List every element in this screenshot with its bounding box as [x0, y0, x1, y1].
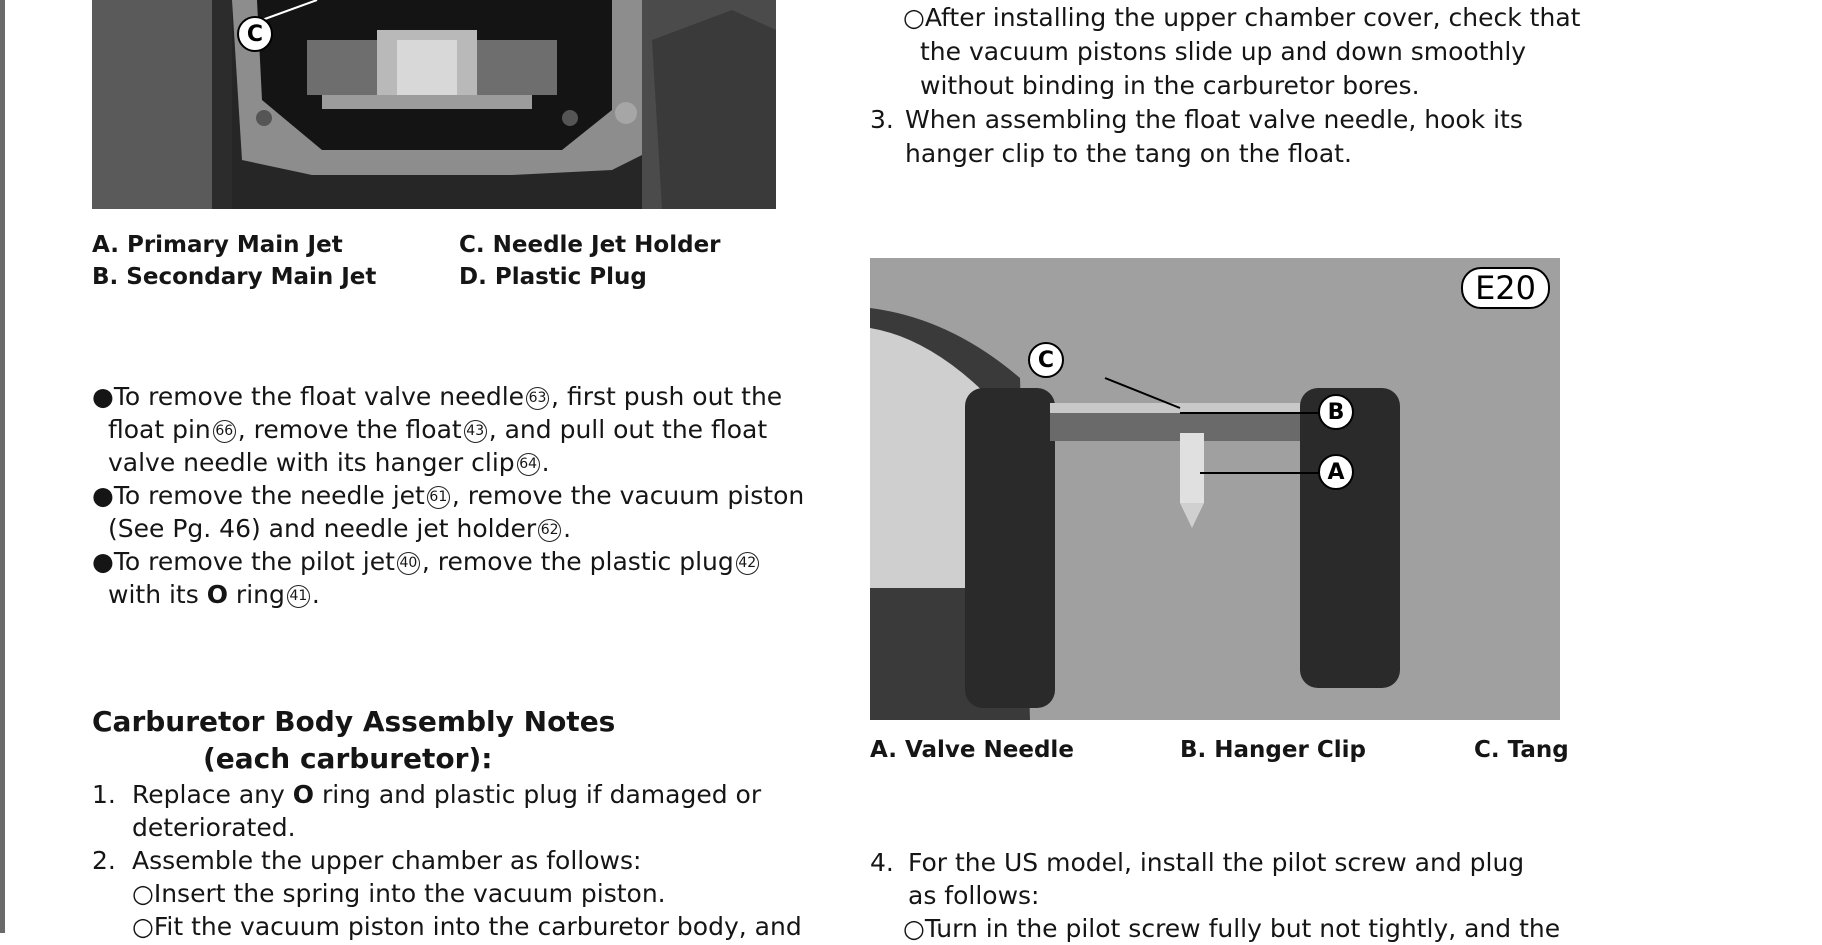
- assembly-item-2-number: 2.: [92, 846, 116, 875]
- caption-plastic-plug: D. Plastic Plug: [459, 264, 647, 290]
- figure-1-callout-c: C: [237, 16, 273, 52]
- removal-line-5: (See Pg. 46) and needle jet holder 62 .: [108, 514, 572, 543]
- caption-secondary-main-jet: B. Secondary Main Jet: [92, 264, 377, 290]
- float-valve-needle-image: [870, 258, 1560, 720]
- item-3-number: 3.: [870, 105, 894, 134]
- page-edge: [0, 0, 5, 933]
- item-4-line-2: as follows:: [908, 881, 1040, 910]
- item-4-number: 4.: [870, 848, 894, 877]
- upper-cover-check-line-3: without binding in the carburetor bores.: [920, 71, 1420, 100]
- figure-2-callout-b: B: [1318, 394, 1354, 430]
- assembly-heading-line-2: (each carburetor):: [203, 742, 493, 775]
- item-4-sub-1: ○Turn in the pilot screw fully but not tightly, and the: [903, 914, 1561, 943]
- caption-tang: C. Tang: [1474, 737, 1569, 763]
- removal-line-6: ●To remove the pilot jet 40 , remove the plastic plug 42: [92, 545, 761, 578]
- assembly-item-2-sub-2: ○Fit the vacuum piston into the carburetor body, and: [132, 912, 802, 941]
- assembly-item-1-line-1: Replace any O ring and plastic plug if damaged or: [132, 780, 762, 809]
- item-3-line-1: When assembling the float valve needle, hook its: [905, 105, 1523, 134]
- figure-2-callout-c: C: [1028, 342, 1064, 378]
- caption-valve-needle: A. Valve Needle: [870, 737, 1074, 763]
- caption-needle-jet-holder: C. Needle Jet Holder: [459, 232, 721, 258]
- removal-line-3: valve needle with its hanger clip 64 .: [108, 448, 550, 477]
- upper-cover-check-line-1: ○After installing the upper chamber cover, check that: [903, 3, 1581, 32]
- removal-line-4: ●To remove the needle jet 61 , remove the vacuum piston: [92, 481, 805, 510]
- item-4-line-1: For the US model, install the pilot screw and plug: [908, 848, 1525, 877]
- removal-line-1: ●To remove the float valve needle 63 , first push out the: [92, 382, 783, 411]
- removal-line-7: with its O ring 41 .: [108, 580, 320, 609]
- figure-1-photo: [92, 0, 776, 209]
- assembly-item-2-line-1: Assemble the upper chamber as follows:: [132, 846, 642, 875]
- caption-primary-main-jet: A. Primary Main Jet: [92, 232, 343, 258]
- assembly-heading-line-1: Carburetor Body Assembly Notes: [92, 705, 616, 738]
- item-3-line-2: hanger clip to the tang on the float.: [905, 139, 1352, 168]
- figure-2-tag: E20: [1461, 267, 1550, 309]
- removal-line-2: float pin 66 , remove the float 43 , and pull out the float: [108, 415, 768, 444]
- figure-2-photo: [870, 258, 1560, 720]
- assembly-item-1-number: 1.: [92, 780, 116, 809]
- assembly-item-2-sub-1: ○Insert the spring into the vacuum piston.: [132, 879, 666, 908]
- upper-cover-check-line-2: the vacuum pistons slide up and down smoothly: [920, 37, 1527, 66]
- caption-hanger-clip: B. Hanger Clip: [1180, 737, 1366, 763]
- figure-2-callout-a: A: [1318, 454, 1354, 490]
- carburetor-float-bowl-image: [92, 0, 776, 209]
- assembly-item-1-line-2: deteriorated.: [132, 813, 296, 842]
